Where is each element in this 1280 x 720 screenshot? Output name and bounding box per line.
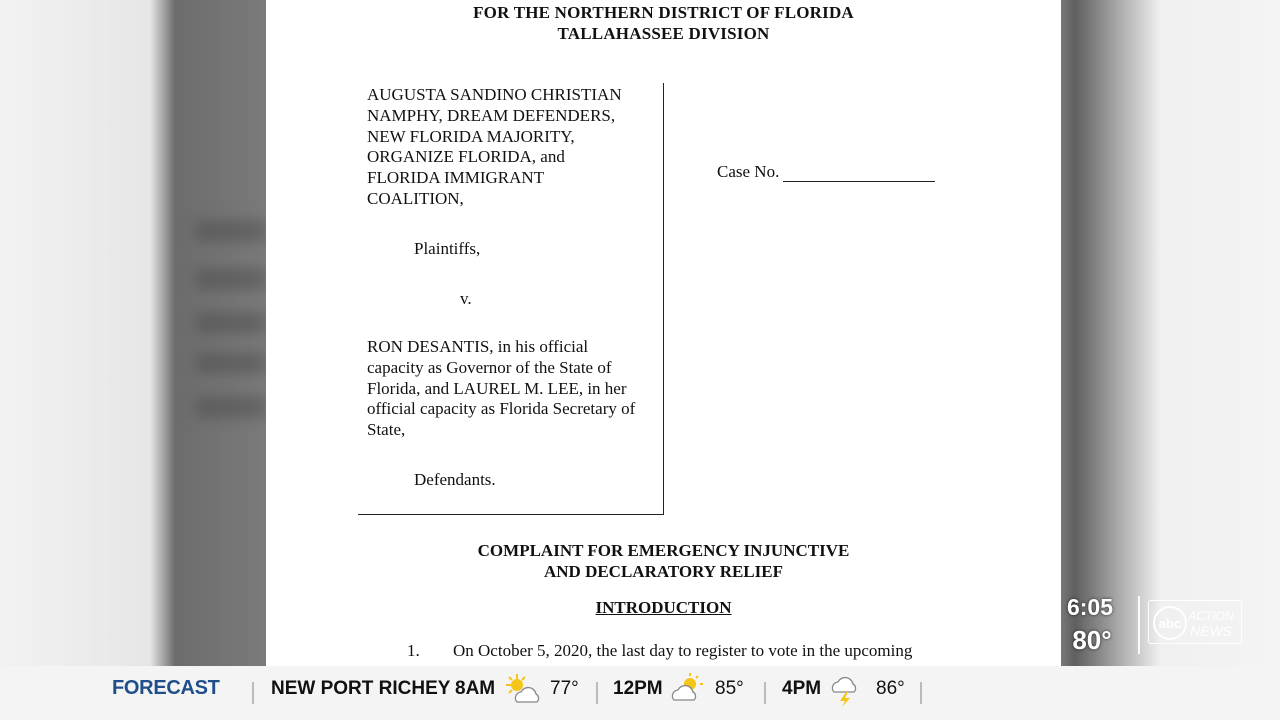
versus-label: v. (460, 289, 472, 308)
plaintiff-line: NEW FLORIDA MAJORITY, (367, 126, 575, 146)
ticker-divider (596, 682, 598, 704)
case-number-field (717, 162, 935, 182)
plaintiff-line: NAMPHY, DREAM DEFENDERS, (367, 105, 616, 125)
plaintiff-line: AUGUSTA SANDINO CHRISTIAN (367, 85, 622, 104)
complaint-title-line: COMPLAINT FOR EMERGENCY INJUNCTIVE (477, 541, 850, 560)
plaintiffs-label: Plaintiffs, (414, 239, 481, 258)
blurred-text-block (196, 352, 266, 374)
plaintiff-line: COALITION, (367, 188, 464, 208)
complaint-title-line: AND DECLARATORY RELIEF (543, 562, 783, 581)
defendant-line: State, (367, 420, 406, 440)
partly-sunny-icon (503, 672, 543, 708)
slot-3-temp: 86° (876, 678, 905, 699)
thunderstorm-icon (828, 672, 868, 708)
slot-2-time: 12PM (613, 678, 663, 699)
defendant-line: RON DESANTIS, in his official (367, 337, 589, 356)
ticker-divider (920, 682, 922, 704)
paragraph-text: On October 5, 2020, the last day to register to vote in the upcoming (453, 641, 913, 660)
time-temperature-bug (1062, 594, 1250, 660)
partly-cloudy-icon (668, 672, 708, 708)
logo-news-text: NEWS (1190, 623, 1232, 639)
ticker-divider (252, 682, 254, 704)
defendant-line: official capacity as Florida Secretary of (367, 399, 636, 419)
logo-abc-text: abc (1158, 616, 1182, 631)
defendant-line: Florida, and LAUREL M. LEE, in her (367, 378, 627, 398)
blurred-text-block (196, 220, 266, 242)
slot-2-temp: 85° (715, 678, 744, 699)
complaint-title (266, 540, 1061, 582)
defendants-label: Defendants. (414, 470, 496, 489)
plaintiff-line: FLORIDA IMMIGRANT (367, 168, 545, 188)
ticker-divider (764, 682, 766, 704)
defendant-line: capacity as Governor of the State of (367, 357, 612, 377)
introduction-heading: INTRODUCTION (595, 598, 732, 617)
slot-1-time: 8AM (455, 678, 496, 699)
blurred-text-block (196, 312, 266, 334)
forecast-location: NEW PORT RICHEY (271, 678, 451, 699)
logo-action-text: ACTION (1188, 609, 1234, 623)
court-district: FOR THE NORTHERN DISTRICT OF FLORIDA (473, 3, 854, 22)
case-number-blank (783, 164, 935, 182)
blurred-text-block (196, 396, 266, 418)
current-temperature: 80° (1072, 625, 1112, 655)
forecast-ticker (0, 666, 1280, 720)
slot-1-temp: 77° (550, 678, 579, 699)
plaintiffs-names (367, 85, 667, 210)
plaintiff-line: ORGANIZE FLORIDA, and (367, 147, 565, 167)
slot-3-time: 4PM (782, 678, 822, 699)
current-time: 6:05 (1066, 594, 1114, 620)
abc-action-news-logo (1148, 600, 1242, 644)
forecast-label: FORECAST (112, 677, 220, 699)
defendants-names (367, 337, 662, 441)
paragraph-number: 1. (407, 641, 420, 660)
court-division: TALLAHASSEE DIVISION (557, 24, 770, 43)
document-page (266, 0, 1061, 668)
abc-logo-icon (1149, 601, 1243, 645)
blurred-text-block (196, 268, 266, 290)
court-heading (266, 2, 1061, 44)
case-number-label: Case No. (717, 162, 780, 181)
bug-divider (1138, 596, 1140, 654)
